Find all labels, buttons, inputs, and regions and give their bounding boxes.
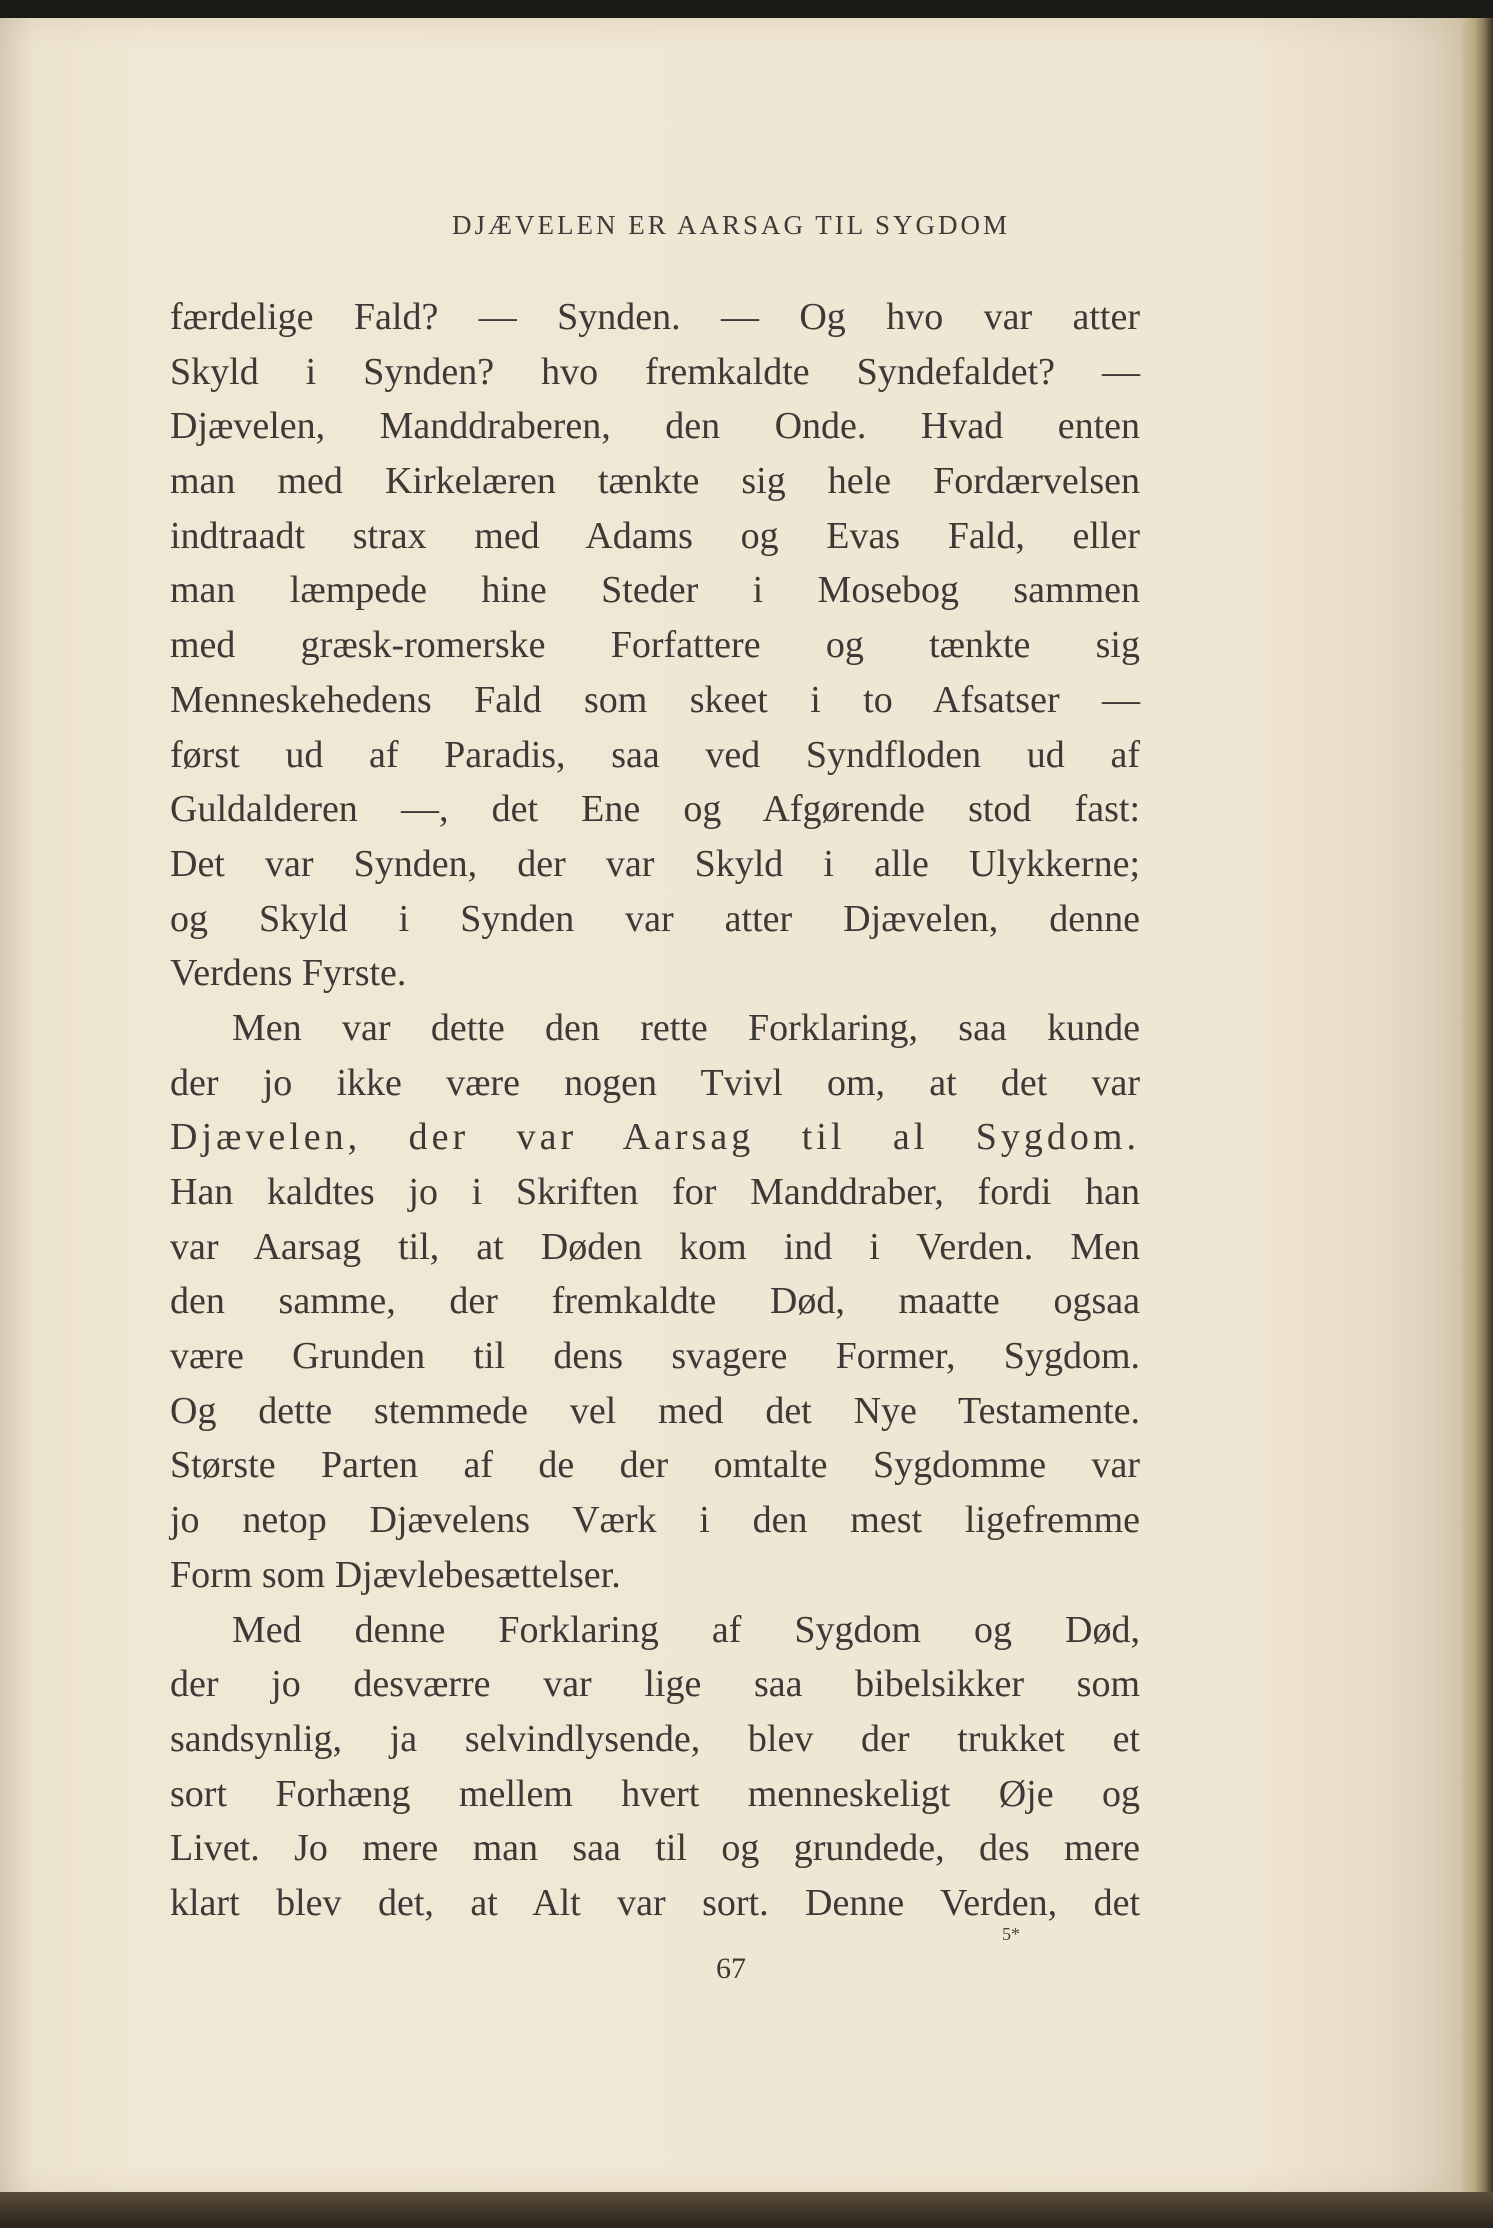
signature-mark: 5*	[1002, 1924, 1020, 1944]
text-line: med græsk-romerske Forfattere og tænkte sig	[170, 624, 1140, 667]
text-line: Og dette stemmede vel med det Nye Testamente.	[170, 1389, 1140, 1432]
text-line: Guldalderen —, det Ene og Afgørende stod fast:	[170, 788, 1140, 831]
text-line: Største Parten af de der omtalte Sygdomme var	[170, 1444, 1140, 1487]
text-line: sort Forhæng mellem hvert menneskeligt Øje og	[170, 1772, 1140, 1815]
text-line: Livet. Jo mere man saa til og grundede, des mere	[170, 1827, 1140, 1870]
text-line: Djævelen, Manddraberen, den Onde. Hvad enten	[170, 405, 1140, 448]
text-line: Skyld i Synden? hvo fremkaldte Syndefaldet? —	[170, 350, 1140, 393]
text-line: var Aarsag til, at Døden kom ind i Verden. Men	[170, 1225, 1140, 1268]
text-line: færdelige Fald? — Synden. — Og hvo var atter	[170, 296, 1140, 338]
page-number: 67	[716, 1952, 746, 1985]
body-text	[170, 290, 1140, 1931]
text-line: først ud af Paradis, saa ved Syndfloden ud af	[170, 733, 1140, 776]
text-line: Han kaldtes jo i Skriften for Manddraber, fordi han	[170, 1171, 1140, 1213]
text-line: Med denne Forklaring af Sygdom og Død,	[232, 1608, 1140, 1651]
text-line: man læmpede hine Steder i Mosebog sammen	[170, 569, 1140, 612]
text-line: Form som Djævlebesættelser.	[170, 1553, 621, 1596]
text-line: klart blev det, at Alt var sort. Denne Verden, det	[170, 1881, 1140, 1924]
page-edges	[1462, 18, 1493, 2196]
text-line: indtraadt strax med Adams og Evas Fald, eller	[170, 514, 1140, 557]
text-line: Men var dette den rette Forklaring, saa kunde	[232, 1006, 1140, 1049]
text-line: være Grunden til dens svagere Former, Sygdom.	[170, 1335, 1140, 1378]
running-head: DJÆVELEN ER AARSAG TIL SYGDOM	[451, 210, 1011, 240]
text-line: Verdens Fyrste.	[170, 952, 407, 995]
text-line: den samme, der fremkaldte Død, maatte ogsaa	[170, 1280, 1140, 1323]
text-line: og Skyld i Synden var atter Djævelen, denne	[170, 897, 1140, 940]
book-page	[0, 18, 1462, 2196]
text-line: Menneskehedens Fald som skeet i to Afsatser —	[170, 678, 1140, 721]
text-line: Djævelen, der var Aarsag til al Sygdom.	[170, 1116, 1140, 1159]
bottom-book-edge	[0, 2192, 1493, 2228]
text-line: der jo ikke være nogen Tvivl om, at det var	[170, 1061, 1140, 1104]
text-line: jo netop Djævelens Værk i den mest ligefremme	[170, 1499, 1140, 1542]
text-line: man med Kirkelæren tænkte sig hele Fordærvelsen	[170, 460, 1140, 503]
text-line: der jo desværre var lige saa bibelsikker som	[170, 1663, 1140, 1706]
text-line: sandsynlig, ja selvindlysende, blev der trukket et	[170, 1717, 1140, 1760]
text-line: Det var Synden, der var Skyld i alle Ulykkerne;	[170, 842, 1140, 885]
